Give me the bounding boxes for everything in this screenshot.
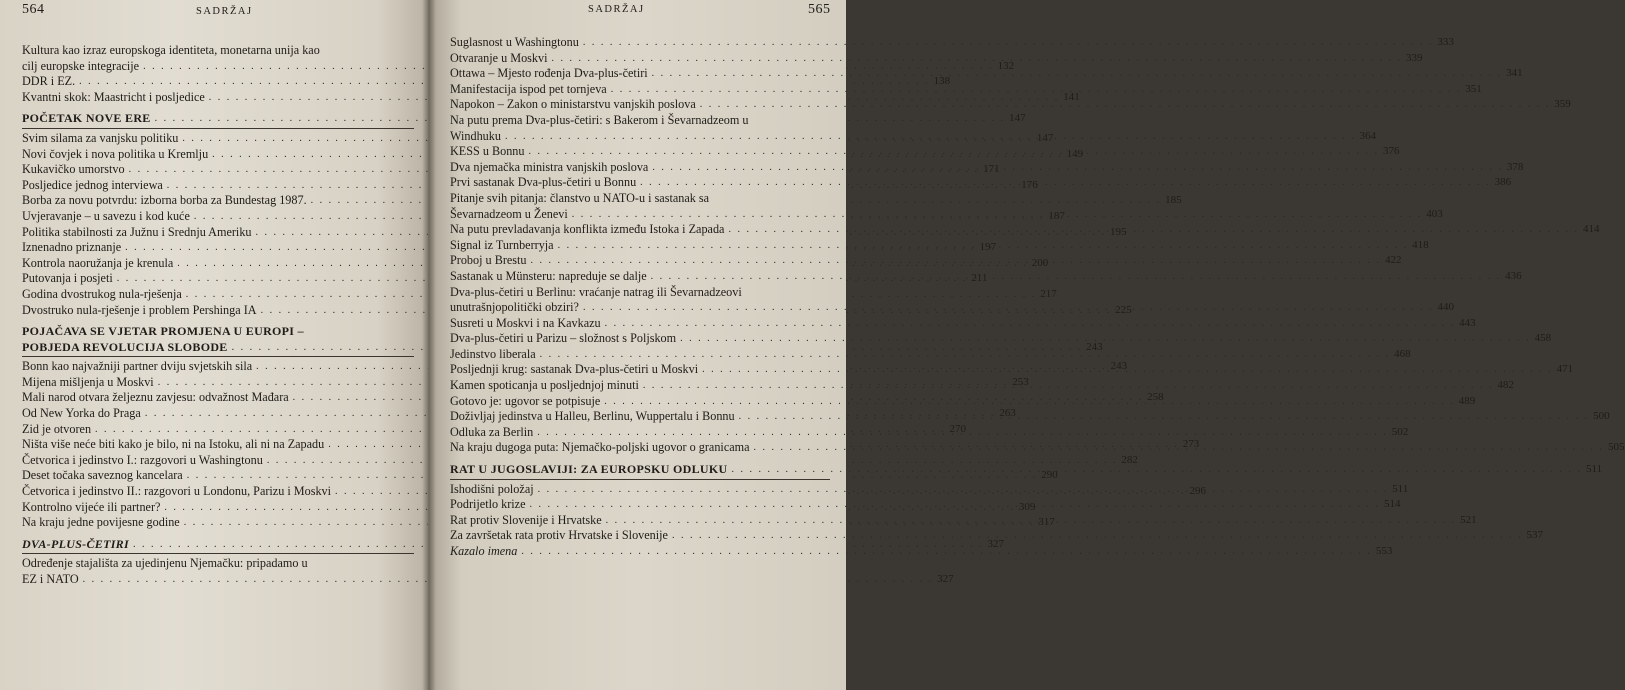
- entry-page-number: 200: [1031, 256, 1049, 269]
- entry-page-number: 282: [1121, 453, 1138, 466]
- section-rule: [22, 128, 414, 129]
- running-head: SADRŽAJ: [588, 4, 645, 15]
- entry-page-number: 376: [1383, 145, 1400, 158]
- entry-title: Kvantni skok: Maastricht i posljedice: [22, 89, 205, 104]
- entry-title: unutrašnjopolitički obziri?: [450, 300, 579, 315]
- entry-title: Suglasnost u Washingtonu: [450, 35, 579, 49]
- entry-title: Mali narod otvara željeznu zavjesu: odvažnost Mađara: [22, 390, 289, 405]
- entry-title: Na putu prema Dva-plus-četiri: s Bakerom i Ševarnadzeom u: [450, 112, 749, 127]
- entry-title: Posljednji krug: sastanak Dva-plus-četiri u Moskvi: [450, 362, 699, 377]
- entry-title: Kazalo imena: [450, 544, 518, 558]
- entry-page-number: 511: [1392, 482, 1409, 495]
- entry-page-number: 195: [1110, 225, 1127, 238]
- entry-page-number: 553: [1375, 545, 1393, 557]
- entry-page-number: 418: [1412, 238, 1429, 251]
- dot-leader: [583, 35, 1434, 51]
- entry-page-number: 489: [1458, 394, 1476, 407]
- entry-page-number: 505: [1608, 441, 1625, 454]
- entry-title: Uvjeravanje – u savezu i kod kuće: [22, 208, 190, 223]
- entry-title: Gotovo je: ugovor se potpisuje: [450, 393, 601, 408]
- dot-leader: [537, 425, 1388, 441]
- entry-page-number: 197: [979, 241, 997, 254]
- toc-entry: [450, 544, 1393, 560]
- section-title: POBJEDA REVOLUCIJA SLOBODE: [22, 339, 228, 354]
- entry-title: Otvaranje u Moskvi: [450, 50, 548, 65]
- entry-page-number: 327: [937, 573, 954, 585]
- entry-title: Godina dvostrukog nula-rješenja: [22, 286, 182, 301]
- entry-title: Ševarnadzeom u Ženevi: [450, 206, 568, 221]
- dot-leader: [606, 513, 1457, 529]
- entry-page-number: 149: [1066, 147, 1084, 160]
- entry-title: cilj europske integracije: [22, 58, 140, 73]
- entry-title: Četvorica i jedinstvo I.: razgovori u Washingtonu: [22, 452, 263, 467]
- dot-leader: [605, 316, 1456, 332]
- entry-page-number: 351: [1465, 82, 1482, 95]
- entry-title: Putovanja i posjeti: [22, 271, 113, 286]
- dot-leader: [551, 51, 1402, 67]
- entry-page-number: 243: [1110, 360, 1128, 373]
- entry-page-number: 270: [949, 422, 967, 435]
- entry-title: Deset točaka saveznog kancelara: [22, 468, 183, 483]
- page-number: 565: [808, 2, 831, 17]
- entry-title: Ništa više neće biti kako je bilo, ni na Istoku, ali ni na Zapadu: [22, 437, 325, 452]
- entry-title: Zid je otvoren: [22, 421, 92, 436]
- dot-leader: [583, 300, 1434, 316]
- entry-title: Ishodišni položaj: [450, 481, 534, 496]
- entry-title: Mijena mišljenja u Moskvi: [22, 374, 154, 389]
- entry-title: KESS u Bonnu: [450, 144, 525, 159]
- dot-leader: [651, 269, 1502, 285]
- entry-title: Doživljaj jedinstva u Halleu, Berlinu, Wuppertalu i Bonnu: [450, 409, 735, 424]
- entry-title: Posljedice jednog interviewa: [22, 177, 163, 192]
- toc-entry: [22, 556, 954, 587]
- entry-title: EZ i NATO: [22, 572, 79, 586]
- entry-title: Pitanje svih pitanja: članstvo u NATO-u i sastanak sa: [450, 190, 710, 205]
- entry-page-number: 364: [1359, 129, 1376, 142]
- dot-leader: [531, 253, 1382, 269]
- entry-title: Četvorica i jedinstvo II.: razgovori u Londonu, Parizu i Moskvi: [22, 484, 332, 499]
- entry-page-number: 263: [999, 407, 1016, 420]
- entry-page-number: 185: [1165, 194, 1182, 207]
- entry-title: Iznenadno priznanje: [22, 240, 122, 255]
- dot-leader: [529, 144, 1380, 160]
- dot-leader: [672, 528, 1523, 544]
- entry-page-number: 341: [1506, 67, 1523, 80]
- entry-page-number: 422: [1385, 254, 1402, 267]
- entry-page-number: 537: [1526, 529, 1543, 542]
- toc-entry: [450, 97, 1571, 113]
- dot-leader: [700, 97, 1551, 113]
- entry-page-number: 339: [1405, 51, 1423, 64]
- entry-title: Kontrolno vijeće ili partner?: [22, 499, 161, 514]
- entry-page-number: 138: [933, 75, 951, 88]
- section-rule: [22, 356, 414, 357]
- entry-title: Signal iz Turnberryja: [450, 237, 554, 252]
- entry-title: Susreti u Moskvi i na Kavkazu: [450, 315, 601, 330]
- entry-page-number: 500: [1593, 410, 1610, 423]
- entry-title: Za završetak rata protiv Hrvatske i Slovenije: [450, 528, 668, 543]
- entry-title: Određenje stajališta za ujedinjenu Njemačku: pripadamo u: [22, 556, 308, 571]
- entry-title: Kontrola naoružanja je krenula: [22, 255, 174, 270]
- running-head: SADRŽAJ: [196, 6, 253, 17]
- dot-leader: [540, 347, 1391, 363]
- entry-page-number: 217: [1040, 287, 1057, 300]
- entry-page-number: 273: [1182, 438, 1200, 451]
- entry-title: Jedinstvo liberala: [450, 346, 536, 361]
- entry-page-number: 468: [1394, 347, 1411, 360]
- dot-leader: [652, 66, 1503, 82]
- entry-title: Na kraju jedne povijesne godine: [22, 515, 180, 530]
- dot-leader: [505, 129, 1356, 145]
- entry-title: Od New Yorka do Praga: [22, 406, 141, 421]
- dot-leader: [521, 544, 1372, 560]
- entry-title: Politika stabilnosti za Južnu i Srednju Ameriku: [22, 224, 252, 239]
- entry-page-number: 309: [1018, 500, 1036, 513]
- entry-page-number: 290: [1041, 469, 1058, 482]
- entry-title: Na kraju dugoga puta: Njemačko-poljski ugovor o granicama: [450, 440, 750, 455]
- entry-title: Kamen spoticanja u posljednjoj minuti: [450, 378, 639, 393]
- entry-title: Na putu prevladavanja konflikta između Istoka i Zapada: [450, 222, 725, 237]
- dot-leader: [680, 331, 1531, 347]
- entry-title: Rat protiv Slovenije i Hrvatske: [450, 512, 602, 527]
- section-title: RAT U JUGOSLAVIJI: ZA EUROPSKU ODLUKU: [450, 462, 728, 477]
- entry-page-number: 147: [1009, 112, 1026, 125]
- entry-title: Borba za novu potvrdu: izborna borba za Bundestag 1987.: [22, 193, 307, 208]
- entry-title: Dva-plus-četiri u Berlinu: vraćanje natrag ili Ševarnadzeovi: [450, 284, 742, 299]
- dot-leader: [640, 175, 1491, 191]
- dot-leader: [739, 409, 1590, 425]
- entry-page-number: 187: [1048, 209, 1065, 222]
- entry-page-number: 359: [1554, 98, 1571, 111]
- entry-page-number: 414: [1582, 223, 1600, 236]
- entry-title: Bonn kao najvažniji partner dviju svjetskih sila: [22, 359, 253, 374]
- entry-page-number: 333: [1437, 36, 1454, 48]
- entry-page-number: 521: [1460, 513, 1477, 526]
- entry-title: Kukavičko umorstvo: [22, 162, 125, 177]
- dot-leader: [754, 440, 1605, 456]
- entry-page-number: 147: [1036, 131, 1054, 144]
- entry-page-number: 243: [1086, 340, 1103, 353]
- entry-page-number: 436: [1505, 269, 1522, 282]
- entry-page-number: 171: [983, 163, 1000, 176]
- dot-leader: [604, 394, 1455, 410]
- entry-title: Ottawa – Mjesto rođenja Dva-plus-četiri: [450, 66, 648, 81]
- entry-page-number: 440: [1437, 301, 1454, 314]
- entry-title: Podrijetlo krize: [450, 497, 526, 512]
- dot-leader: [702, 362, 1553, 378]
- dot-leader: [643, 378, 1494, 394]
- toc-entry: [450, 35, 1454, 51]
- toc-entry: [22, 452, 1138, 469]
- entry-page-number: 141: [1063, 90, 1080, 103]
- entry-page-number: 132: [997, 59, 1015, 72]
- entry-page-number: 386: [1494, 176, 1512, 189]
- entry-title: Svim silama za vanjsku politiku: [22, 130, 179, 145]
- entry-page-number: 482: [1497, 379, 1514, 392]
- section-title: POČETAK NOVE ERE: [22, 111, 151, 126]
- page-number: 564: [22, 2, 45, 17]
- entry-title: Novi čovjek i nova politika u Kremlju: [22, 146, 209, 161]
- entry-page-number: 403: [1426, 207, 1443, 220]
- entry-title: Sastanak u Münsteru: napreduje se dalje: [450, 268, 647, 283]
- toc-entry: [450, 315, 1476, 332]
- entry-title: Proboj u Brestu: [450, 253, 527, 268]
- entry-title: DDR i EZ.: [22, 74, 76, 89]
- section-rule: [450, 479, 830, 480]
- entry-page-number: 327: [987, 537, 1004, 550]
- entry-title: Dva njemačka ministra vanjskih poslova: [450, 159, 649, 174]
- entry-page-number: 225: [1115, 303, 1132, 316]
- entry-title: Napokon – Zakon o ministarstvu vanjskih poslova: [450, 97, 696, 112]
- entry-page-number: 378: [1506, 160, 1524, 173]
- entry-title: Prvi sastanak Dva-plus-četiri u Bonnu: [450, 175, 637, 190]
- entry-page-number: 317: [1038, 516, 1055, 529]
- entry-title: Dvostruko nula-rješenje i problem Pershinga IA: [22, 302, 257, 317]
- book-gutter: [422, 0, 436, 690]
- entry-title: Windhuku: [450, 128, 501, 143]
- entry-page-number: 458: [1534, 332, 1552, 345]
- dot-leader: [529, 497, 1380, 513]
- dot-leader: [652, 160, 1503, 176]
- section-rule: [22, 553, 414, 554]
- entry-page-number: 502: [1391, 425, 1409, 438]
- dot-leader: [731, 462, 1582, 478]
- entry-page-number: 514: [1383, 498, 1401, 511]
- entry-title: Manifestacija ispod pet tornjeva: [450, 81, 607, 96]
- entry-page-number: 258: [1147, 391, 1164, 404]
- entry-page-number: 296: [1189, 485, 1207, 498]
- entry-page-number: 176: [1021, 178, 1038, 191]
- dot-leader: [728, 222, 1579, 238]
- entry-title: Odluka za Berlin: [450, 424, 534, 439]
- section-title: DVA-PLUS-ČETIRI: [22, 536, 129, 551]
- entry-page-number: 211: [971, 272, 988, 285]
- entry-title: Dva-plus-četiri u Parizu – složnost s Poljskom: [450, 331, 677, 346]
- entry-page-number: 253: [1012, 375, 1029, 388]
- entry-page-number: 443: [1459, 316, 1476, 329]
- dot-leader: [538, 482, 1389, 498]
- dot-leader: [611, 82, 1462, 98]
- dot-leader: [558, 238, 1409, 254]
- entry-page-number: 511: [1585, 463, 1603, 476]
- entry-title: Kultura kao izraz europskoga identiteta, monetarna unija kao: [22, 43, 320, 57]
- section-title: POJAČAVA SE VJETAR PROMJENA U EUROPI –: [22, 324, 304, 339]
- entry-page-number: 471: [1556, 363, 1574, 376]
- dot-leader: [572, 207, 1423, 223]
